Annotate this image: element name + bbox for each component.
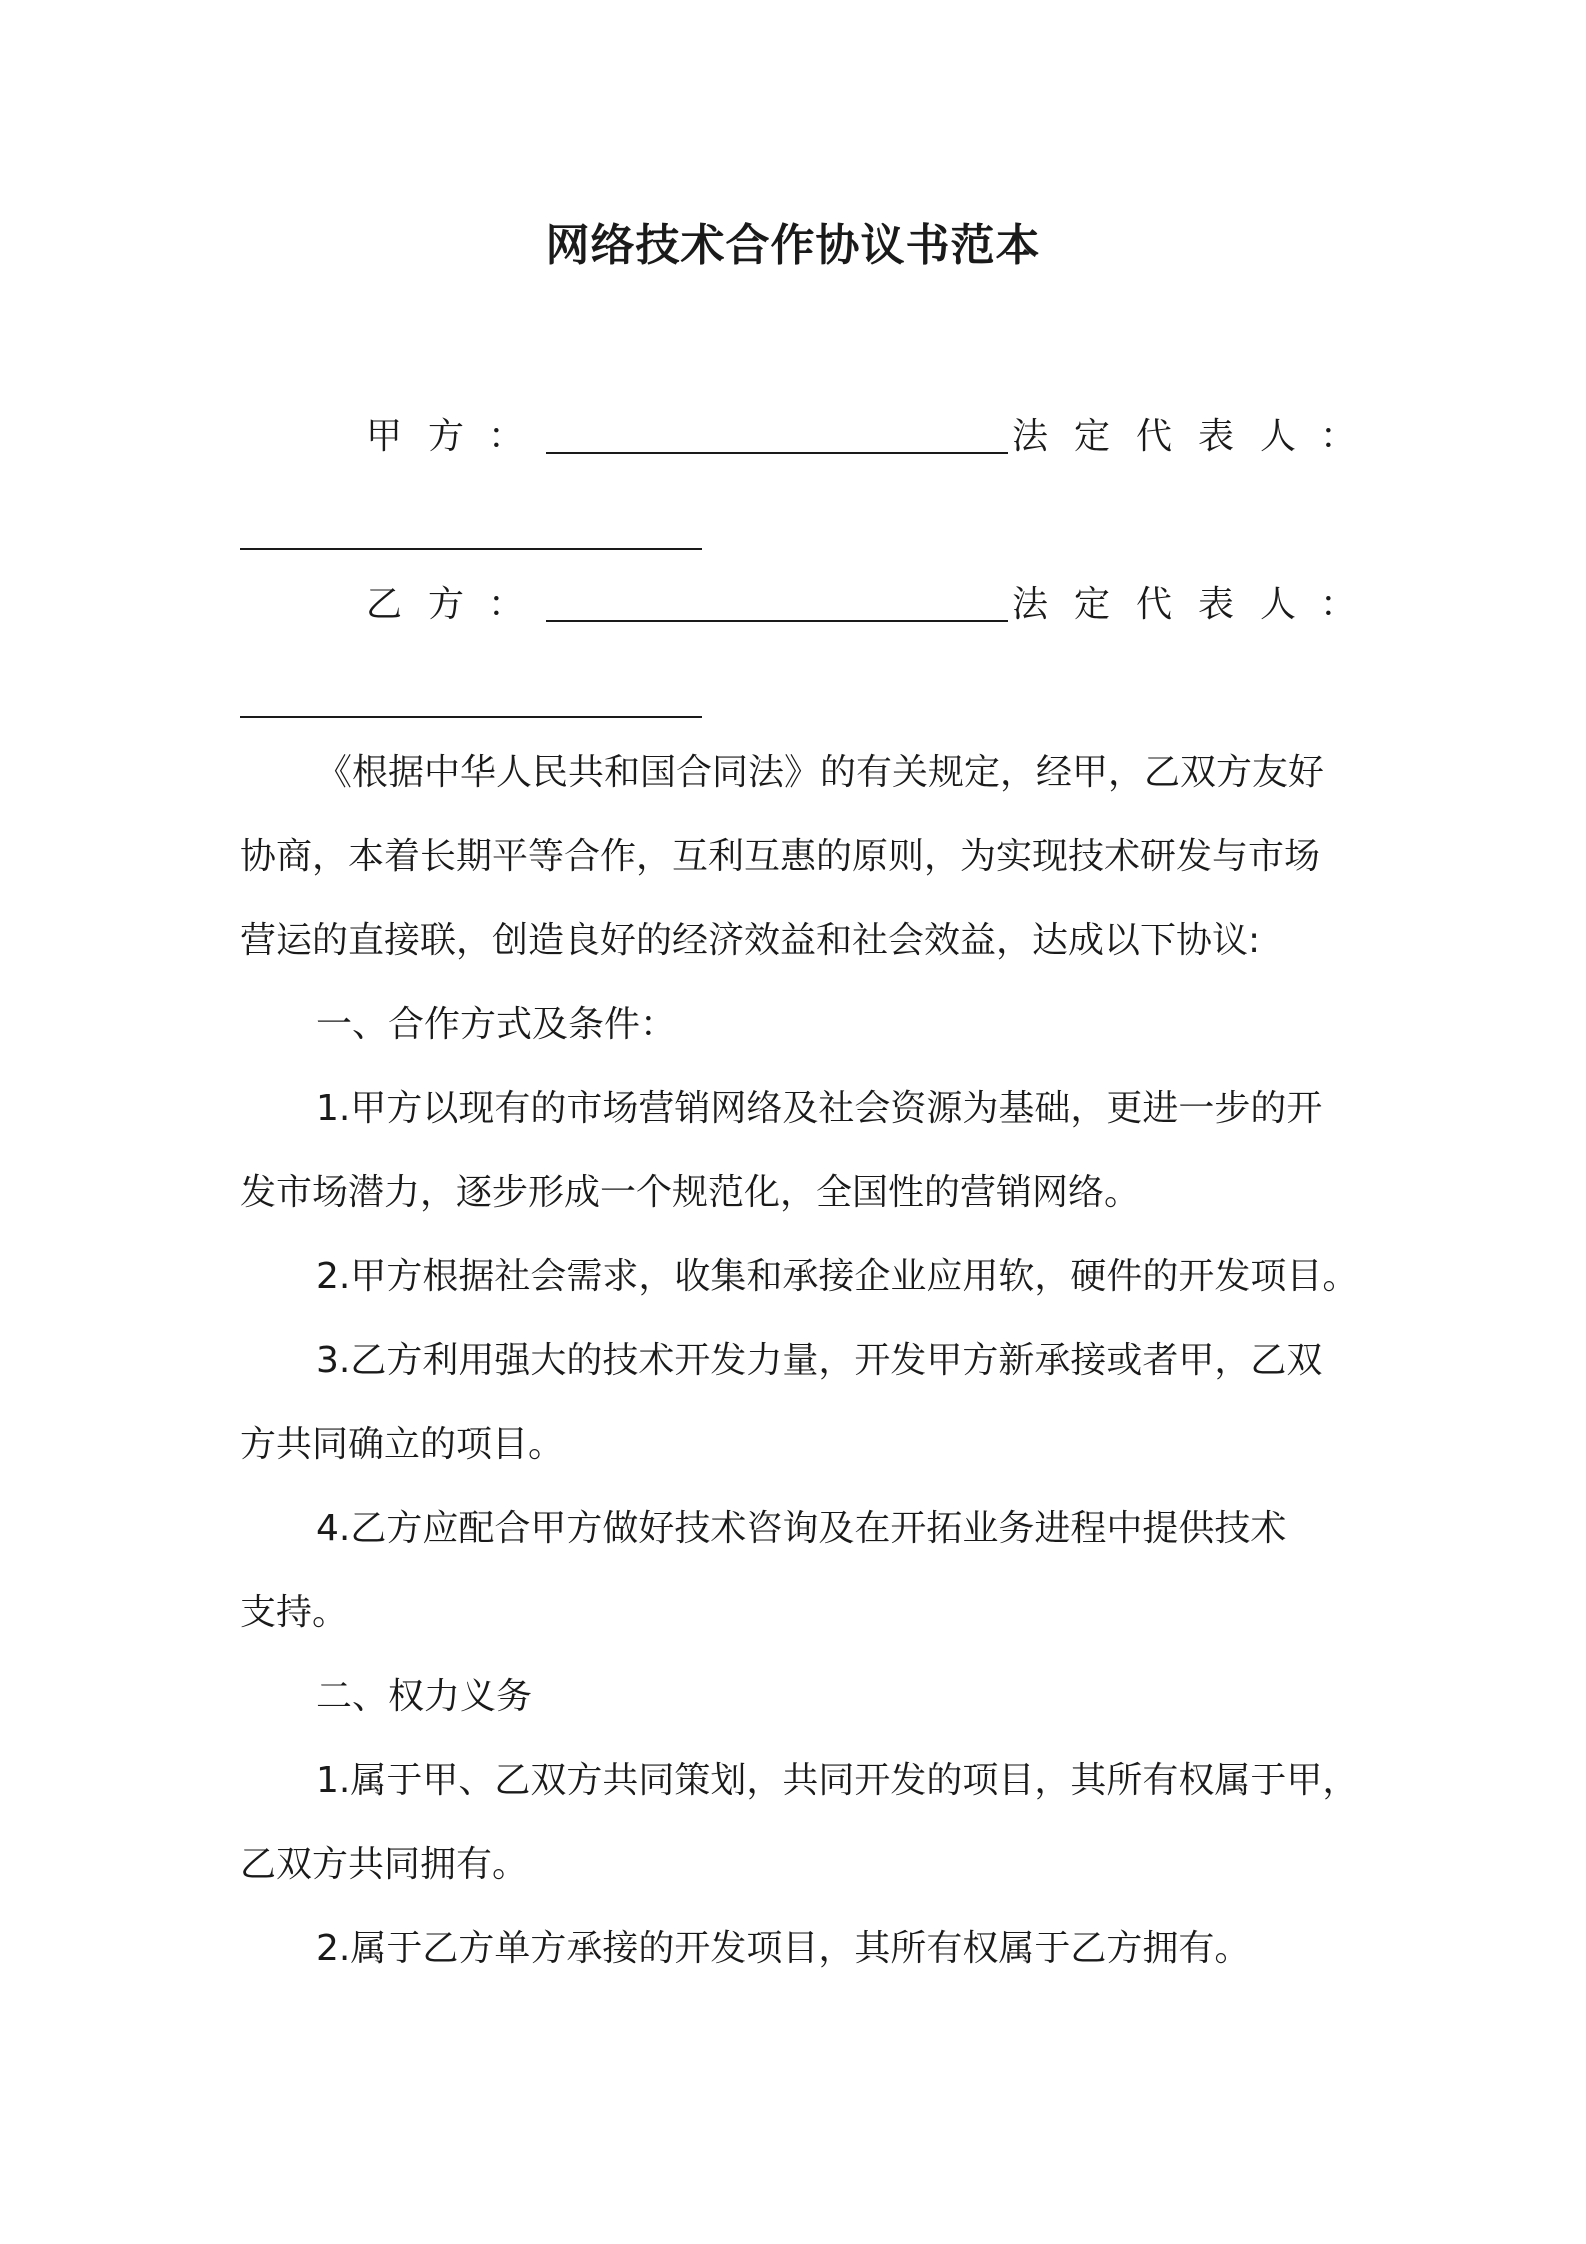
intro-line: 协商，本着长期平等合作，互利互惠的原则，为实现技术研发与市场 <box>240 836 1321 877</box>
section2-heading: 二、权力义务 <box>316 1676 533 1717</box>
section1-item4-line: 支持。 <box>240 1592 349 1633</box>
party-b-rep-colon: ： <box>1320 584 1357 625</box>
section1-heading: 一、合作方式及条件： <box>316 1004 677 1045</box>
party-b-rep-label: 法定代表人 <box>1012 584 1323 625</box>
party-b-rep-blank[interactable] <box>240 716 702 718</box>
section2-item1-line: 1.属于甲、乙双方共同策划，共同开发的项目，其所有权属于甲， <box>316 1760 1359 1801</box>
party-b-name-blank[interactable] <box>546 580 1008 622</box>
party-a-rep-label: 法定代表人 <box>1012 416 1323 457</box>
party-b-colon: ： <box>488 584 525 625</box>
intro-line: 营运的直接联，创造良好的经济效益和社会效益，达成以下协议: <box>240 920 1261 961</box>
section1-item1-line: 1.甲方以现有的市场营销网络及社会资源为基础，更进一步的开 <box>316 1088 1323 1129</box>
party-a-colon: ： <box>488 416 525 457</box>
section1-item2-line: 2.甲方根据社会需求，收集和承接企业应用软，硬件的开发项目。 <box>316 1256 1359 1297</box>
section2-item2-line: 2.属于乙方单方承接的开发项目，其所有权属于乙方拥有。 <box>316 1928 1251 1969</box>
section2-item1-line: 乙双方共同拥有。 <box>240 1844 529 1885</box>
section1-item3-line: 3.乙方利用强大的技术开发力量，开发甲方新承接或者甲，乙双 <box>316 1340 1323 1381</box>
section1-item4-line: 4.乙方应配合甲方做好技术咨询及在开拓业务进程中提供技术 <box>316 1508 1287 1549</box>
party-a-line <box>240 412 1357 462</box>
party-b-line <box>240 580 1357 630</box>
party-a-rep-colon: ： <box>1320 416 1357 457</box>
party-a-rep-blank[interactable] <box>240 548 702 550</box>
section1-item3-line: 方共同确立的项目。 <box>240 1424 565 1465</box>
party-a-name-blank[interactable] <box>546 412 1008 454</box>
section1-item1-line: 发市场潜力，逐步形成一个规范化，全国性的营销网络。 <box>240 1172 1141 1213</box>
party-a-label: 甲方 <box>366 416 491 457</box>
document-title: 网络技术合作协议书范本 <box>545 220 1041 271</box>
intro-line: 《根据中华人民共和国合同法》的有关规定，经甲，乙双方友好 <box>316 752 1325 793</box>
party-b-label: 乙方 <box>366 584 491 625</box>
